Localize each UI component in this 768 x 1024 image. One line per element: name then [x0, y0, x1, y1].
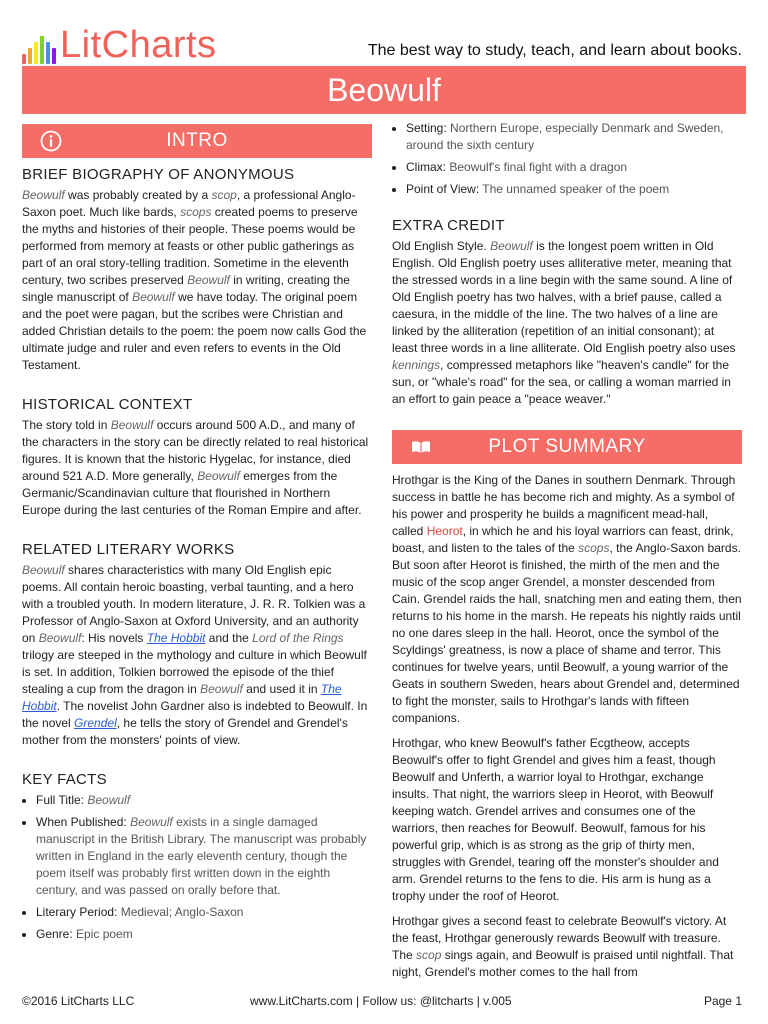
open-book-icon — [410, 436, 432, 458]
list-item: • Literary Period: Medieval; Anglo-Saxon — [36, 904, 372, 921]
left-column — [22, 124, 372, 948]
plot-title: PLOT SUMMARY — [488, 436, 646, 457]
list-item: • When Published: Beowulf exists in a single damaged manuscript in the British Library. The manuscript was probably written in England in the early eleventh century, though the poem itself was probably first written down in the eighth century, and was passed on orally before that. — [36, 814, 372, 899]
tagline: The best way to study, teach, and learn about books. — [367, 42, 742, 59]
plot-paragraph-2: Hrothgar, who knew Beowulf's father Ecgtheow, accepts Beowulf's offer to fight Grendel and gives him a feast, though Beowulf and Unferth, a warrior loyal to Hrothgar, exchange insults. That night, the warriors sleep in Heorot, with Beowulf keeping watch. Grendel arrives and consumes one of the warriors, then reaches for Beowulf. Beowulf, famous for his powerful grip, which is as strong as the grip of thirty men, struggles with Grendel, tearing off the monster's shoulder and arm. Grendel returns to the fens to die. His arm is hung as a trophy under the roof of Heorot. — [392, 736, 719, 903]
list-item: • Full Title: Beowulf — [36, 792, 372, 809]
extra-credit-heading: EXTRA CREDIT — [392, 217, 505, 234]
footer-page-number: Page 1 — [703, 994, 742, 1008]
footer-links[interactable]: www.LitCharts.com | Follow us: @litcharts | v.005 — [250, 994, 512, 1008]
key-facts-list — [22, 792, 372, 943]
link-the-hobbit-2[interactable]: The Hobbit — [22, 682, 342, 713]
key-facts-list-continued — [392, 120, 742, 198]
page-title: Beowulf — [22, 66, 746, 114]
link-the-hobbit[interactable]: The Hobbit — [146, 631, 206, 645]
logo-text: LitCharts — [60, 24, 217, 66]
related-text: Beowulf shares characteristics with many Old English epic poems. All contain heroic boasting, verbal taunting, and a hero with a troubled youth. In modern literature, J. R. R. Tolkien was a Professor of Anglo-Saxon at Oxford University, and an authority on Beowulf: His novels The Hobbit and the Lord of the Rings trilogy are steeped in the mythology and culture in which Beowulf is set. In addition, Tolkien borrowed the episode of the thief stealing a cup from the dragon in Beowulf and used it in The Hobbit. The novelist John Gardner also is indebted to Beowulf. In the novel Grendel, he tells the story of Grendel and Grendel's mother from the monsters' points of view. — [22, 563, 368, 747]
history-text: The story told in Beowulf occurs around 500 A.D., and many of the characters in the story can be directly related to real historical figures. It is known that the historic Hygelac, for instance, died around 521 A.D. More generally, Beowulf emerges from the Germanic/Scandinavian culture that flourished in Northern Europe during the last centuries of the Roman Empire and after. — [22, 418, 369, 517]
intro-title: INTRO — [166, 130, 228, 151]
list-item: • Climax: Beowulf's final fight with a dragon — [406, 159, 742, 176]
link-grendel[interactable]: Grendel — [74, 716, 117, 730]
list-item: • Genre: Epic poem — [36, 926, 372, 943]
right-column — [392, 120, 742, 989]
list-item: • Setting: Northern Europe, especially Denmark and Sweden, around the sixth century — [406, 120, 742, 154]
history-heading: HISTORICAL CONTEXT — [22, 396, 193, 413]
plot-paragraph-1: Hrothgar is the King of the Danes in southern Denmark. Through success in battle he has become rich and mighty. As a symbol of his power and prosperity he builds a magnificent mead-hall, called Heorot, in which he and his loyal warriors can feast, drink, boast, and listen to the tales of the scops, the Anglo-Saxon bards. But soon after Heorot is finished, the mirth of the men and the music of the scop anger Grendel, a monster descended from Cain. Grendel raids the hall, snatching men and eating them, then returns to his home in the marsh. He repeats his nightly raids until no one dares sleep in the hall. Heorot, once the symbol of the Scyldings' greatness, is now a place of shame and terror. This continues for twelve years, until Beowulf, a young warrior of the Geats in southern Sweden, hears about Grendel and, determined to fight the monster, sails to Hrothgar's lands with fifteen companions. — [392, 473, 742, 725]
footer-copyright: ©2016 LitCharts LLC — [22, 994, 135, 1008]
related-heading: RELATED LITERARY WORKS — [22, 541, 235, 558]
extra-credit-text: Old English Style. Beowulf is the longest poem written in Old English. Old English poetry uses alliterative meter, meaning that the stressed words in a line begin with the same sound. A line of Old English poetry has two halves, with a brief pause, called a caesura, in the middle of the line. The two halves of a line are linked by the alliteration (repetition of an initial consonant); at least three words in a line alliterate. Old English poetry also uses kennings, compressed metaphors like "heaven's candle" for the sun, or "whale's road" for the sea, or calling a woman married in an effort to gain peace a "peace weaver." — [392, 239, 736, 406]
list-item: • Point of View: The unnamed speaker of the poem — [406, 181, 742, 198]
plot-section-bar — [392, 430, 742, 464]
logo-bars-icon — [22, 34, 56, 64]
intro-section-bar — [22, 124, 372, 158]
bio-heading: BRIEF BIOGRAPHY OF ANONYMOUS — [22, 166, 295, 183]
info-icon — [40, 130, 62, 152]
litcharts-logo[interactable] — [22, 22, 217, 64]
plot-paragraph-3: Hrothgar gives a second feast to celebrate Beowulf's victory. At the feast, Hrothgar generously rewards Beowulf with treasure. The scop sings again, and Beowulf is praised until nightfall. That night, Grendel's mother comes to the hall from — [392, 914, 734, 979]
bio-text: Beowulf was probably created by a scop, a professional Anglo-Saxon poet. Much like bards, scops created poems to preserve the myths and histories of their people. These poems would be performed from memory at feasts or other public gatherings as part of an oral story-telling tradition. Sometime in the eleventh century, two scribes preserved Beowulf in writing, creating the single manuscript of Beowulf we have today. The original poem and the poet were pagan, but the scribes were Christian and added Christian details to the poem: the poem now calls God the ultimate judge and ruler and even refers to events in the Old Testament. — [22, 188, 367, 372]
key-facts-heading: KEY FACTS — [22, 771, 107, 788]
